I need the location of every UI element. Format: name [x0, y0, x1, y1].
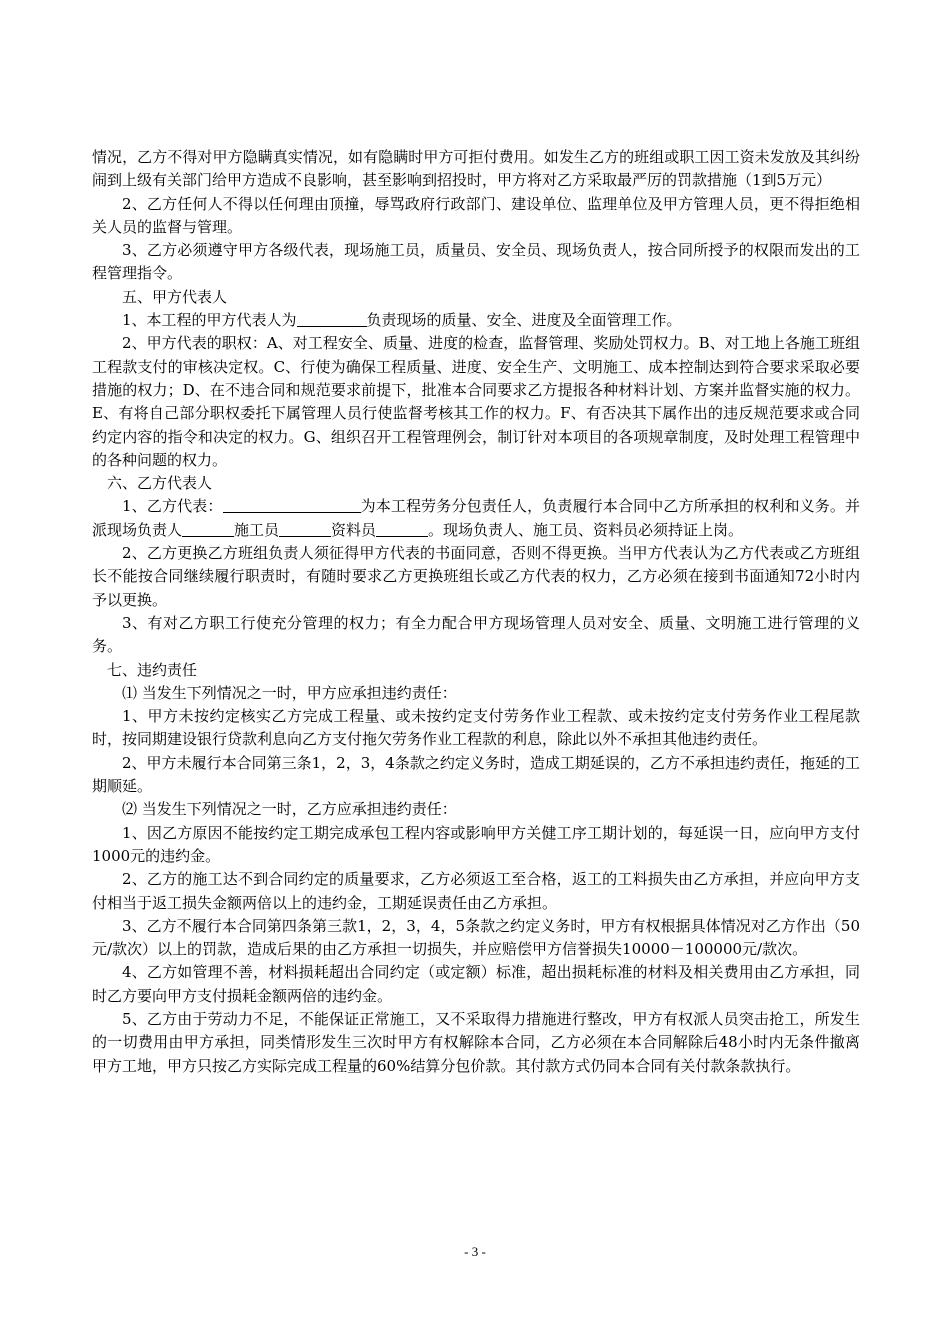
paragraph-text: 。现场负责人、施工员、资料员必须持证上岗。	[428, 520, 744, 539]
paragraph	[92, 495, 860, 542]
paragraph: 3、乙方不履行本合同第四条第三款1，2，3，4，5条款之约定义务时，甲方有权根据具体情况对乙方作出（50元/款次）以上的罚款，造成后果的由乙方承担一切损失，并应赔偿甲方信誉损失10000－100000元/款次。	[92, 916, 860, 959]
paragraph: 2、乙方的施工达不到合同约定的质量要求，乙方必须返工至合格，返工的工料损失由乙方承担，并应向甲方支付相当于返工损失金额两倍以上的违约金，工期延误责任由乙方承担。	[92, 870, 860, 912]
fill-in-blank	[182, 521, 234, 537]
paragraph: 1、甲方未按约定核实乙方完成工程量、或未按约定支付劳务作业工程款、或未按约定支付劳务作业工程尾款时，按同期建设银行贷款利息向乙方支付拖欠劳务作业工程款的利息，除此以外不承担其他违约责任。	[92, 707, 860, 749]
paragraph-text: 1、本工程的甲方代表人为	[122, 311, 297, 330]
section-heading: 七、违约责任	[107, 660, 198, 679]
paragraph: 3、有对乙方职工行使充分管理的权力；有全力配合甲方现场管理人员对安全、质量、文明施工进行管理的义务。	[92, 613, 860, 656]
paragraph: 2、甲方代表的职权：A、对工程安全、质量、进度的检查，监督管理、奖励处罚权力。B、对工地上各施工班组工程款支付的审核决定权。C、行使为确保工程质量、进度、安全生产、文明施工、成本控制达到符合要求采取必要措施的权力；D、在不违合同和规范要求前提下，批准本合同要求乙方提报各种材料计划、方案并监督实施的权力。E、有将自己部分职权委托下属管理人员行使监督考核其工作的权力。F、有否决其下属作出的违反规范要求或合同约定内容的指令和决定的权力。G、组织召开工程管理例会，制订针对本项目的各项规章制度，及时处理工程管理中的各种问题的权力。	[92, 334, 860, 469]
paragraph: 1、因乙方原因不能按约定工期完成承包工程内容或影响甲方关健工序工期计划的，每延误一日，应向甲方支付1000元的违约金。	[92, 823, 860, 865]
section-heading: 五、甲方代表人	[122, 287, 228, 306]
paragraph: 2、甲方未履行本合同第三条1，2，3，4条款之约定义务时，造成工期延误的，乙方不承担违约责任，拖延的工期顺延。	[92, 753, 860, 796]
paragraph-text: 1、乙方代表：	[122, 497, 223, 516]
paragraph: 5、乙方由于劳动力不足，不能保证正常施工，又不采取得力措施进行整改，甲方有权派人员突击抢工，所发生的一切费用由甲方承担，同类情形发生三次时甲方有权解除本合同，乙方必须在本合同解除后48小时内无条件撤离甲方工地，甲方只按乙方实际完成工程量的60%结算分包价款。其付款方式仍同本合同有关付款条款执行。	[92, 1009, 860, 1075]
fill-in-blank	[279, 521, 331, 537]
paragraph: 情况，乙方不得对甲方隐瞒真实情况，如有隐瞒时甲方可拒付费用。如发生乙方的班组或职工因工资未发放及其纠纷闹到上级有关部门给甲方造成不良影响，甚至影响到招投时，甲方将对乙方采取最严厉的罚款措施（1到5万元）	[92, 148, 860, 190]
paragraph-text: 为本工程劳务分包责任人，负责履行本合同中乙方所承担的权利和义务。并派现场负责人	[92, 497, 860, 539]
paragraph-text: 资料员	[331, 520, 377, 539]
paragraph: 2、乙方更换乙方班组负责人须征得甲方代表的书面同意，否则不得更换。当甲方代表认为乙方代表或乙方班组长不能按合同继续履行职责时，有随时要求乙方更换班组长或乙方代表的权力，乙方必须在接到书面通知72小时内予以更换。	[92, 544, 860, 609]
paragraph: 4、乙方如管理不善，材料损耗超出合同约定（或定额）标准，超出损耗标准的材料及相关费用由乙方承担，同时乙方要向甲方支付损耗金额两倍的违约金。	[92, 963, 860, 1005]
paragraph-text: 施工员	[234, 520, 280, 539]
paragraph-text: 负责现场的质量、安全、进度及全面管理工作。	[366, 311, 682, 330]
page-number: - 3 -	[464, 1244, 486, 1259]
document-body	[92, 146, 860, 1078]
paragraph: 3、乙方必须遵守甲方各级代表，现场施工员，质量员、安全员、现场负责人，按合同所授予的权限而发出的工程管理指令。	[92, 241, 860, 283]
paragraph	[92, 309, 860, 332]
section-heading: 六、乙方代表人	[107, 474, 213, 493]
fill-in-blank	[297, 311, 367, 327]
fill-in-blank	[223, 497, 361, 513]
subsection-heading: ⑴ 当发生下列情况之一时，甲方应承担违约责任：	[122, 683, 457, 702]
paragraph: 2、乙方任何人不得以任何理由顶撞，辱骂政府行政部门、建设单位、监理单位及甲方管理人员，更不得拒绝相关人员的监督与管理。	[92, 194, 860, 236]
subsection-heading: ⑵ 当发生下列情况之一时，乙方应承担违约责任：	[122, 800, 457, 819]
fill-in-blank	[376, 521, 428, 537]
